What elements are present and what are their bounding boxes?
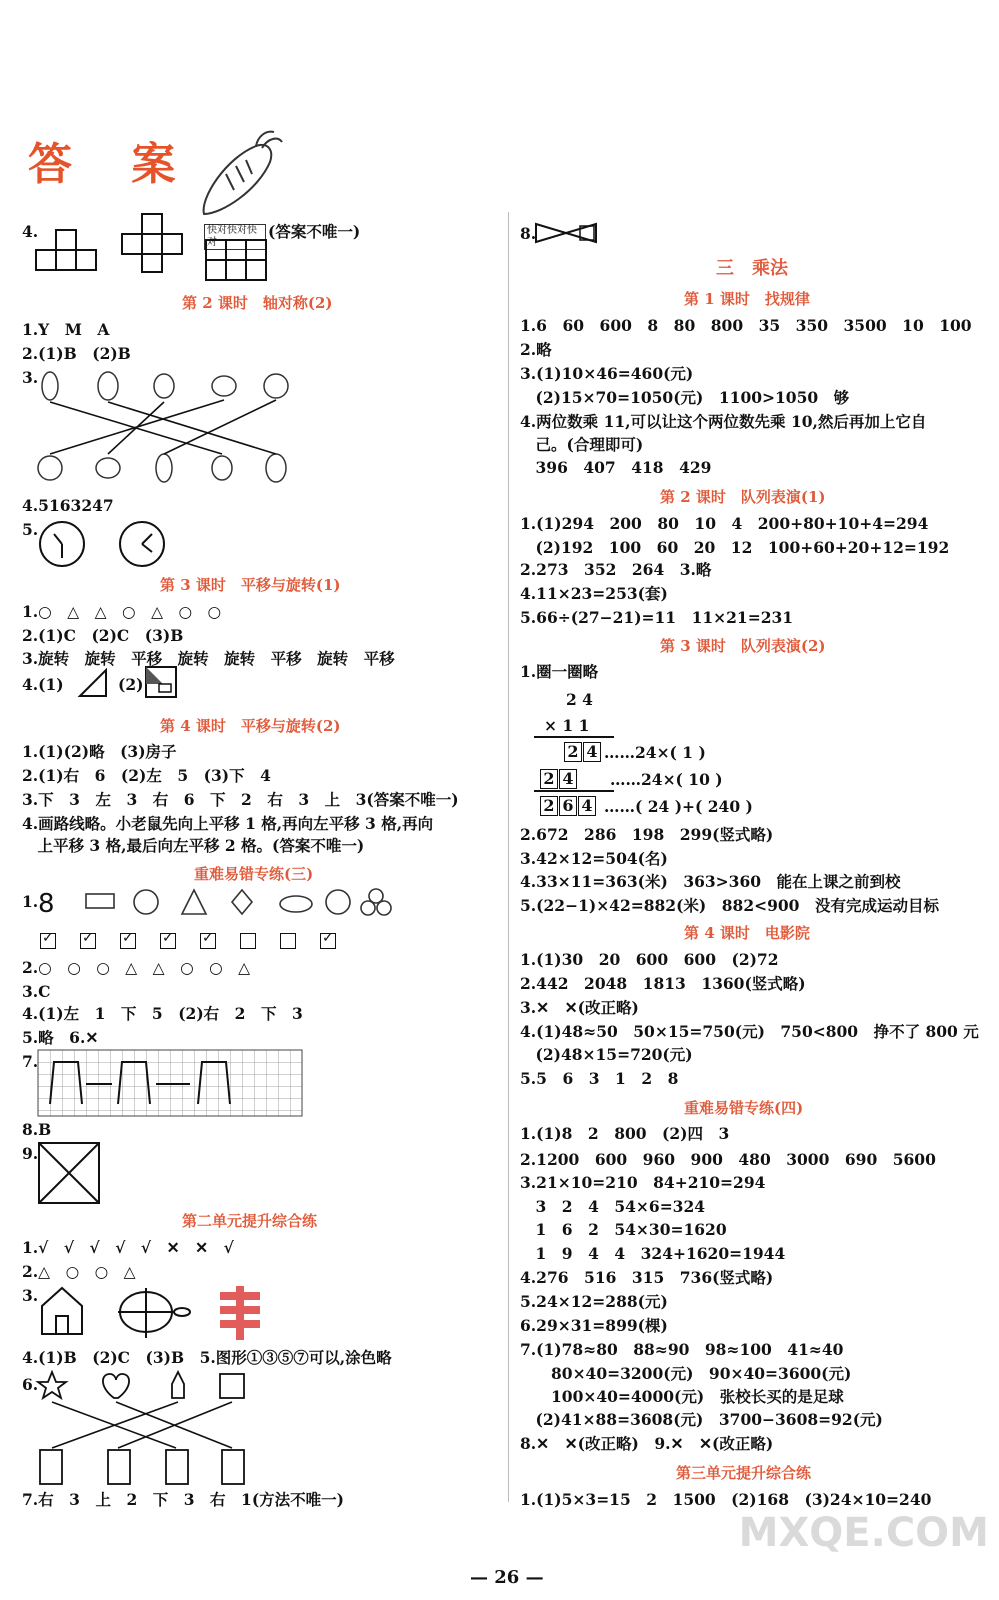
partial-note: ……( 24 )+( 240 ) [604, 797, 753, 816]
svg-text:8: 8 [38, 889, 55, 919]
q4-number: 4. [22, 222, 39, 241]
answer-line: 1 9 4 4 324+1620=1944 [520, 1244, 786, 1263]
answer-line: 8.B [22, 1120, 52, 1139]
partial-product-1 [564, 742, 602, 762]
digit-box: 2 [540, 769, 558, 789]
answer-line: 6. [22, 1375, 39, 1394]
answer-line: 2.(1)右 6 (2)左 5 (3)下 4 [22, 766, 271, 785]
answer-line: 3.21×10=210 84+210=294 [520, 1173, 766, 1192]
answer-line: 3.✕ ✕(改正略) [520, 998, 639, 1017]
answer-line: (2)48×15=720(元) [520, 1045, 693, 1064]
bowtie-figure [534, 222, 596, 244]
answer-line: 3.C [22, 982, 51, 1001]
digit-box: 4 [583, 742, 601, 762]
answer-line: 80×40=3200(元) 90×40=3600(元) [520, 1364, 852, 1383]
answer-line: 2.略 [520, 340, 552, 359]
answer-line: (2)192 100 60 20 12 100+60+20+12=192 [520, 538, 950, 557]
answer-line: 4.(1)左 1 下 5 (2)右 2 下 3 [22, 1004, 303, 1023]
grid-translation-figure [38, 1050, 302, 1116]
checkbox [280, 933, 296, 949]
answer-line: 1.(1)30 20 600 600 (2)72 [520, 950, 779, 969]
section-heading-hard3: 重难易错专练(三) [194, 865, 314, 883]
multiplication-top: 2 4 [566, 690, 593, 709]
section-heading-shift1: 第 3 课时 平移与旋转(1) [160, 576, 341, 594]
square-diagonal-figure [38, 1142, 100, 1204]
section-heading-unit3: 第三单元提升综合练 [676, 1464, 812, 1482]
checkbox [240, 933, 256, 949]
answer-line: 4.两位数乘 11,可以让这个两位数先乘 10,然后再加上它自 [520, 412, 927, 431]
answer-line: 4.(1)48≈50 50×15=750(元) 750<800 挣不了 800 元 [520, 1022, 979, 1041]
section-heading-hard4: 重难易错专练(四) [684, 1099, 804, 1117]
answer-line: 1.(1)8 2 800 (2)四 3 [520, 1124, 730, 1143]
checkbox-row [40, 930, 360, 949]
answer-line: 4.(1) [22, 675, 64, 694]
answer-line: 2.△ ○ ○ △ [22, 1262, 136, 1281]
q8-number: 8. [520, 224, 537, 243]
checkbox [80, 933, 96, 949]
multiplication-rule [534, 790, 614, 792]
symmetry-figures [38, 888, 408, 918]
partial-product-2 [540, 769, 578, 789]
answer-line: 100×40=4000(元) 张校长买的是足球 [520, 1387, 844, 1406]
section-heading-unit2: 第二单元提升综合练 [182, 1212, 318, 1230]
answer-line: 5. [22, 520, 39, 539]
answer-line: 5.(22−1)×42=882(米) 882<900 没有完成运动目标 [520, 896, 939, 915]
multiplication-rule [534, 736, 614, 738]
digit-box: 6 [559, 796, 577, 816]
section-heading-queue2: 第 3 课时 队列表演(2) [660, 637, 826, 655]
answer-line: 3.42×12=504(名) [520, 849, 668, 868]
answer-line: 3 2 4 54×6=324 [520, 1197, 706, 1216]
checkbox [120, 933, 136, 949]
answer-line: 3.(1)10×46=460(元) [520, 364, 694, 383]
page-title: 答 案 [28, 139, 198, 190]
digit-box: 2 [540, 796, 558, 816]
watermark-tag: 快对快对快对 [204, 224, 266, 250]
answer-line: 1.Y M A [22, 320, 110, 339]
checkbox [200, 933, 216, 949]
answer-line: 1.○ △ △ ○ △ ○ ○ [22, 602, 222, 621]
answer-line: 2.1200 600 960 900 480 3000 690 5600 [520, 1150, 936, 1169]
answer-line: 7.右 3 上 2 下 3 右 1(方法不唯一) [22, 1490, 344, 1509]
answer-line: 2.(1)C (2)C (3)B [22, 626, 184, 645]
column-divider [508, 212, 509, 1502]
answer-line: 4.画路线略。小老鼠先向上平移 1 格,再向左平移 3 格,再向 [22, 814, 434, 833]
net-figure-3 [204, 238, 270, 284]
answer-line: (2) [118, 675, 144, 694]
answer-line: 4.33×11=363(米) 363>360 能在上课之前到校 [520, 872, 901, 891]
matching-shapes-figure [38, 1370, 268, 1488]
answer-line: 1.6 60 600 8 80 800 35 350 3500 10 100 [520, 316, 972, 335]
answer-line: 1. [22, 892, 39, 911]
answer-line: 2.442 2048 1813 1360(竖式略) [520, 974, 806, 993]
partial-note: ……24×( 1 ) [604, 743, 706, 762]
answer-line: 1.√ √ √ √ √ ✕ ✕ √ [22, 1238, 234, 1257]
answer-line: 2.273 352 264 3.略 [520, 560, 712, 579]
checkbox [160, 933, 176, 949]
net-figure-2 [120, 212, 186, 274]
answer-line: 1.(1)(2)略 (3)房子 [22, 742, 177, 761]
answer-line: 1 6 2 54×30=1620 [520, 1220, 727, 1239]
symmetry-drawings [38, 1284, 298, 1342]
answer-line: 3. [22, 1286, 39, 1305]
answer-line: 4.(1)B (2)C (3)B 5.图形①③⑤⑦可以,涂色略 [22, 1348, 392, 1367]
clock-figures [38, 520, 168, 570]
digit-box: 4 [559, 769, 577, 789]
q4-note: (答案不唯一) [268, 222, 361, 241]
answer-line: 2.○ ○ ○ △ △ ○ ○ △ [22, 958, 251, 977]
answer-line: 6.29×31=899(棵) [520, 1316, 668, 1335]
page-number: — 26 — [470, 1567, 544, 1588]
answer-line: 5.5 6 3 1 2 8 [520, 1069, 679, 1088]
answer-line: 3.下 3 左 3 右 6 下 2 右 3 上 3(答案不唯一) [22, 790, 459, 809]
answer-line: 8.✕ ✕(改正略) 9.✕ ✕(改正略) [520, 1434, 774, 1453]
answer-line: 2.672 286 198 299(竖式略) [520, 825, 774, 844]
answer-line: 5.略 6.✕ [22, 1028, 99, 1047]
answer-line: (2)15×70=1050(元) 1100>1050 够 [520, 388, 850, 407]
answer-line: 5.66÷(27−21)=11 11×21=231 [520, 608, 794, 627]
chapter-heading: 三 乘法 [716, 258, 788, 279]
checkbox [320, 933, 336, 949]
answer-line: 5.24×12=288(元) [520, 1292, 668, 1311]
section-heading-queue1: 第 2 课时 队列表演(1) [660, 488, 826, 506]
answer-line: 3. [22, 368, 39, 387]
carrot-icon [196, 128, 286, 220]
partial-note: ……24×( 10 ) [610, 770, 723, 789]
triangle-figure [78, 668, 108, 698]
section-heading-movie: 第 4 课时 电影院 [684, 924, 810, 942]
answer-line: 396 407 418 429 [520, 458, 712, 477]
section-heading-shift2: 第 4 课时 平移与旋转(2) [160, 717, 341, 735]
answer-line: 1.圈一圈略 [520, 662, 599, 681]
answer-line: 4.5163247 [22, 496, 114, 515]
rotation-figure [145, 666, 177, 698]
answer-line: 4.276 516 315 736(竖式略) [520, 1268, 774, 1287]
answer-line: 7. [22, 1052, 39, 1071]
answer-line: 1.(1)294 200 80 10 4 200+80+10+4=294 [520, 514, 929, 533]
product-result [540, 796, 597, 816]
checkbox [40, 933, 56, 949]
section-heading-axis: 第 2 课时 轴对称(2) [182, 294, 333, 312]
matching-figure [36, 366, 306, 494]
answer-line: (2)41×88=3608(元) 3700−3608=92(元) [520, 1410, 883, 1429]
answer-line: 3.旋转 旋转 平移 旋转 旋转 平移 旋转 平移 [22, 649, 395, 668]
answer-line: 4.11×23=253(套) [520, 584, 668, 603]
answer-line: 7.(1)78≈80 88≈90 98≈100 41≈40 [520, 1340, 844, 1359]
multiplication-multiplier: × 1 1 [544, 716, 590, 735]
answer-line: 上平移 3 格,最后向左平移 2 格。(答案不唯一) [22, 836, 365, 855]
net-figure-1 [36, 228, 100, 274]
answer-line: 己。(合理即可) [520, 435, 644, 454]
watermark: MXQE.COM [738, 1510, 989, 1556]
answer-line: 2.(1)B (2)B [22, 344, 131, 363]
answer-line: 9. [22, 1144, 39, 1163]
section-heading-rule: 第 1 课时 找规律 [684, 290, 810, 308]
digit-box: 4 [578, 796, 596, 816]
digit-box: 2 [564, 742, 582, 762]
answer-line: 1.(1)5×3=15 2 1500 (2)168 (3)24×10=240 [520, 1490, 932, 1509]
